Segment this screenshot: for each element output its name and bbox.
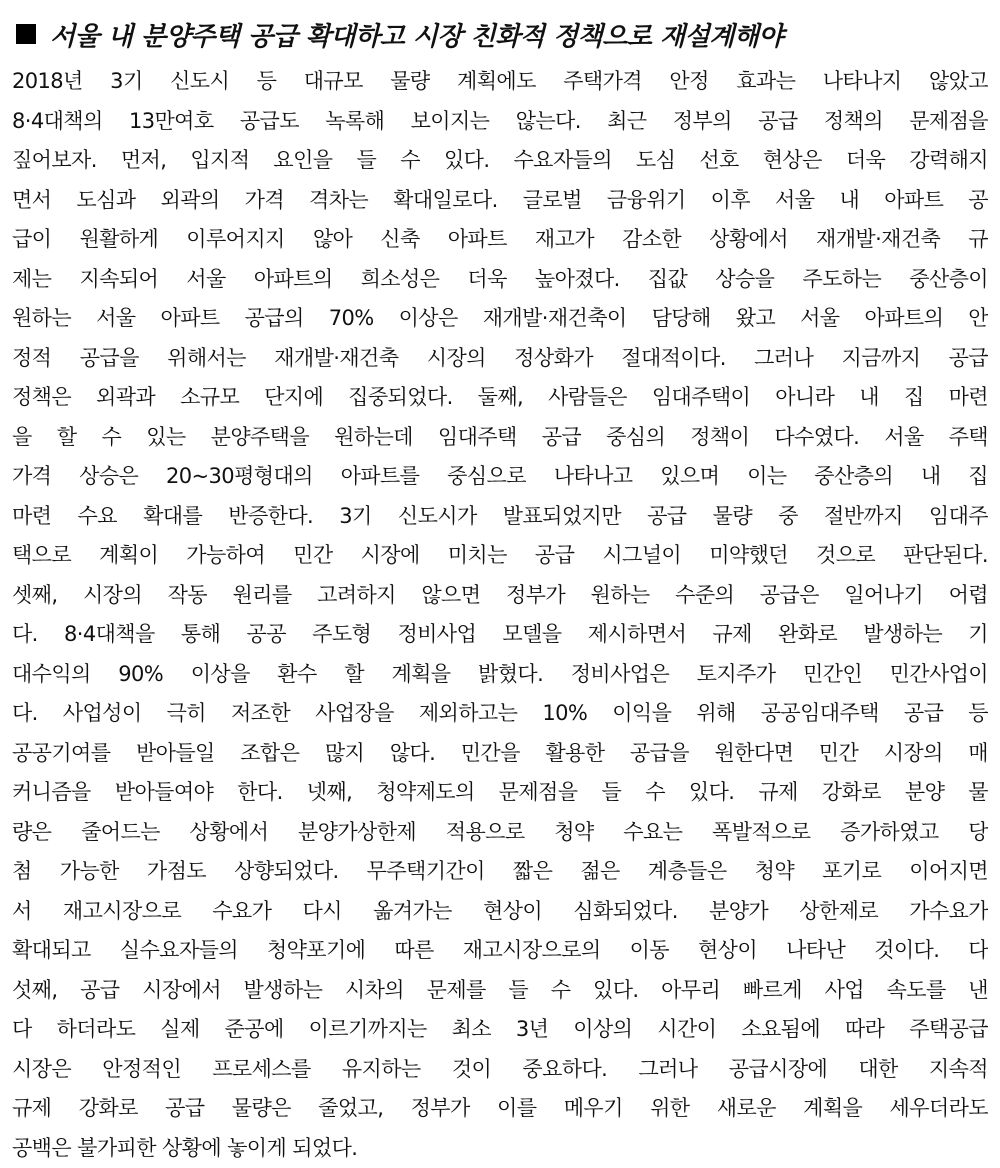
- paragraph-line: 면서 도심과 외곽의 가격 격차는 확대일로다. 글로벌 금융위기 이후 서울 내 아파트 공: [12, 181, 988, 221]
- paragraph-line: 공공기여를 받아들일 조합은 많지 않다. 민간을 활용한 공급을 원한다면 민간 시장의 매: [12, 734, 988, 774]
- body-paragraph: [12, 62, 988, 1168]
- paragraph-line: 마련 수요 확대를 반증한다. 3기 신도시가 발표되었지만 공급 물량 중 절반까지 임대주: [12, 497, 988, 537]
- paragraph-line: 다. 8·4대책을 통해 공공 주도형 정비사업 모델을 제시하면서 규제 완화로 발생하는 기: [12, 615, 988, 655]
- paragraph-line: 제는 지속되어 서울 아파트의 희소성은 더욱 높아졌다. 집값 상승을 주도하는 중산층이: [12, 260, 988, 300]
- paragraph-line: 섯째, 공급 시장에서 발생하는 시차의 문제를 들 수 있다. 아무리 빠르게 사업 속도를 낸: [12, 971, 988, 1011]
- paragraph-line: 량은 줄어드는 상황에서 분양가상한제 적용으로 청약 수요는 폭발적으로 증가하였고 당: [12, 813, 988, 853]
- paragraph-line: 대수익의 90% 이상을 환수 할 계획을 밝혔다. 정비사업은 토지주가 민간인 민간사업이: [12, 655, 988, 695]
- paragraph-line: 정적 공급을 위해서는 재개발·재건축 시장의 정상화가 절대적이다. 그러나 지금까지 공급: [12, 339, 988, 379]
- black-square-icon: [16, 24, 36, 44]
- paragraph-line: 확대되고 실수요자들의 청약포기에 따른 재고시장으로의 이동 현상이 나타난 것이다. 다: [12, 931, 988, 971]
- section-heading: [12, 10, 988, 58]
- paragraph-line: 2018년 3기 신도시 등 대규모 물량 계획에도 주택가격 안정 효과는 나타나지 않았고: [12, 62, 988, 102]
- paragraph-line: 공백은 불가피한 상황에 놓이게 되었다.: [12, 1129, 988, 1168]
- paragraph-line: 첨 가능한 가점도 상향되었다. 무주택기간이 짧은 젊은 계층들은 청약 포기로 이어지면: [12, 852, 988, 892]
- paragraph-line: 가격 상승은 20~30평형대의 아파트를 중심으로 나타나고 있으며 이는 중산층의 내 집: [12, 457, 988, 497]
- paragraph-line: 다 하더라도 실제 준공에 이르기까지는 최소 3년 이상의 시간이 소요됨에 따라 주택공급: [12, 1010, 988, 1050]
- paragraph-line: 8·4대책의 13만여호 공급도 녹록해 보이지는 않는다. 최근 정부의 공급 정책의 문제점을: [12, 102, 988, 142]
- paragraph-line: 원하는 서울 아파트 공급의 70% 이상은 재개발·재건축이 담당해 왔고 서울 아파트의 안: [12, 299, 988, 339]
- paragraph-line: 짚어보자. 먼저, 입지적 요인을 들 수 있다. 수요자들의 도심 선호 현상은 더욱 강력해지: [12, 141, 988, 181]
- paragraph-line: 택으로 계획이 가능하여 민간 시장에 미치는 공급 시그널이 미약했던 것으로 판단된다.: [12, 536, 988, 576]
- paragraph-line: 을 할 수 있는 분양주택을 원하는데 임대주택 공급 중심의 정책이 다수였다. 서울 주택: [12, 418, 988, 458]
- paragraph-line: 서 재고시장으로 수요가 다시 옮겨가는 현상이 심화되었다. 분양가 상한제로 가수요가: [12, 892, 988, 932]
- paragraph-line: 급이 원활하게 이루어지지 않아 신축 아파트 재고가 감소한 상황에서 재개발·재건축 규: [12, 220, 988, 260]
- paragraph-line: 셋째, 시장의 작동 원리를 고려하지 않으면 정부가 원하는 수준의 공급은 일어나기 어렵: [12, 576, 988, 616]
- paragraph-line: 규제 강화로 공급 물량은 줄었고, 정부가 이를 메우기 위한 새로운 계획을 세우더라도: [12, 1089, 988, 1129]
- paragraph-line: 시장은 안정적인 프로세스를 유지하는 것이 중요하다. 그러나 공급시장에 대한 지속적: [12, 1050, 988, 1090]
- paragraph-line: 커니즘을 받아들여야 한다. 넷째, 청약제도의 문제점을 들 수 있다. 규제 강화로 분양 물: [12, 773, 988, 813]
- paragraph-line: 정책은 외곽과 소규모 단지에 집중되었다. 둘째, 사람들은 임대주택이 아니라 내 집 마련: [12, 378, 988, 418]
- paragraph-line: 다. 사업성이 극히 저조한 사업장을 제외하고는 10% 이익을 위해 공공임대주택 공급 등: [12, 694, 988, 734]
- section-heading-text: 서울 내 분양주택 공급 확대하고 시장 친화적 정책으로 재설계해야: [50, 16, 783, 53]
